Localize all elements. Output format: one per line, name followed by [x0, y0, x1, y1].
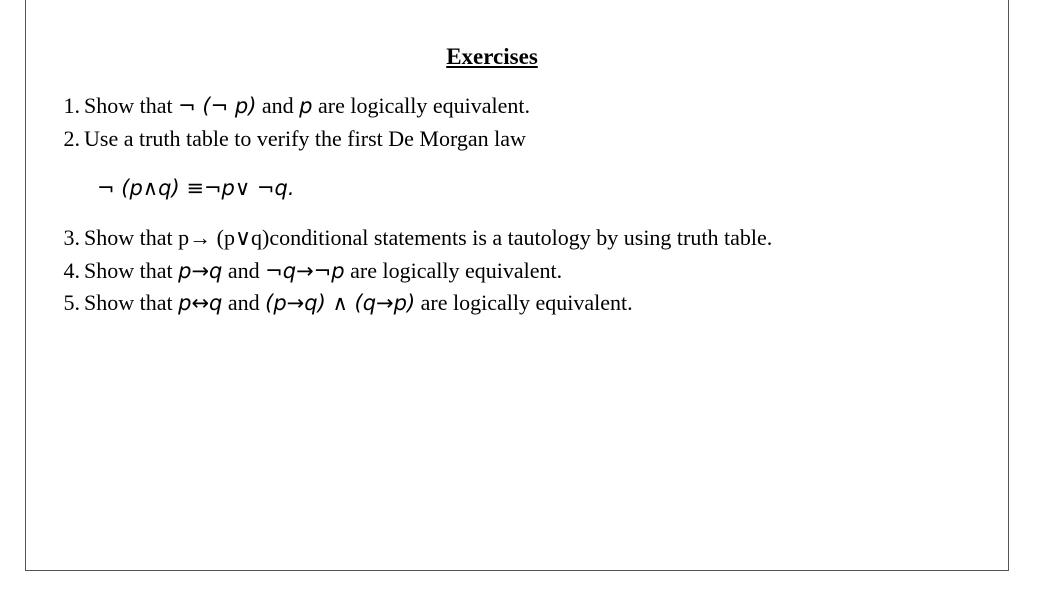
- item-number: 3.: [63, 225, 80, 250]
- item-text: Show that p↔q and (p→q) ∧ (q→p) are logically equivalent.: [84, 290, 633, 315]
- item-number: 4.: [63, 258, 80, 283]
- item-number: 1.: [63, 93, 80, 118]
- item-text: Show that p→q and ¬q→¬p are logically equivalent.: [84, 258, 563, 283]
- item-number: 5.: [63, 290, 80, 315]
- item-text: Show that ¬ (¬ p) and p are logically equivalent.: [84, 93, 530, 118]
- page-title: Exercises: [446, 44, 538, 69]
- item-text: Use a truth table to verify the first De Morgan law: [84, 126, 526, 151]
- item-number: 2.: [63, 126, 80, 151]
- de-morgan-formula: ¬ (p∧q) ≡¬p∨ ¬q.: [97, 176, 295, 200]
- document-page: [25, 0, 1009, 571]
- item-text: Show that p→ (p∨q)conditional statements is a tautology by using truth table.: [84, 225, 773, 250]
